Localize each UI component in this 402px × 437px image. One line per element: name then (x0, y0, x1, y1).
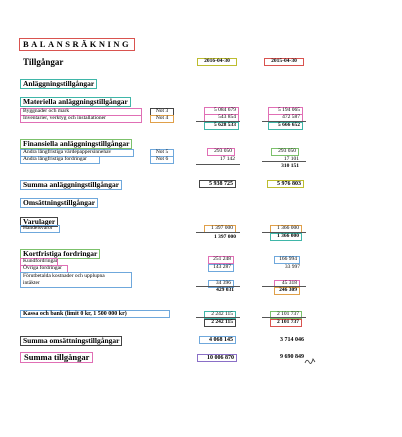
row-handelsvaror: Handelsvaror (20, 225, 60, 233)
section-kortfristiga: Kortfristiga fordringar (20, 249, 100, 259)
value-2015-kortfristiga-sum: 246 309 (274, 287, 300, 295)
value-2015-varulager-sum: 1 366 000 (270, 233, 302, 241)
summa-omsattningstillgangar: Summa omsättningstillgångar (20, 336, 122, 346)
value-2016-inventarier: 543 854 (204, 114, 239, 122)
value-2016-byggnader: 5 084 679 (204, 107, 239, 115)
value-2015-fordringar-lf: 17 101 (283, 156, 299, 162)
row-inventarier: Inventarier, verktyg och installationer (20, 115, 142, 123)
value-2016-fordringar-lf: 17 142 (219, 156, 235, 162)
value-2015-forutbetalda: 45 318 (274, 280, 300, 288)
value-2015-summa-tillgangar: 9 690 849 (280, 354, 304, 360)
section-finansiella: Finansiella anläggningstillgångar (20, 139, 132, 149)
value-2015-byggnader: 5 194 065 (268, 107, 303, 115)
value-2015-kundfordringar: 166 994 (274, 256, 300, 264)
value-2015-summa-omsattning: 3 714 046 (280, 337, 304, 343)
value-2016-handelsvaror: 1 397 000 (204, 225, 236, 233)
section-omsattningstillgangar: Omsättningstillgångar (20, 198, 98, 208)
value-2016-kundfordringar: 251 248 (208, 256, 234, 264)
value-2015-kassa: 2 101 737 (270, 311, 302, 319)
summa-anlaggningstillgangar: Summa anläggningstillgångar (20, 180, 122, 190)
note-6: Not 6 (150, 156, 174, 164)
section-materiella: Materiella anläggningstillgångar (20, 97, 131, 107)
value-2015-materiella-sum: 5 666 652 (268, 122, 303, 130)
value-2015-finansiella-sum: 310 151 (281, 163, 299, 169)
value-2015-inventarier: 472 587 (268, 114, 303, 122)
value-2016-summa-anlaggning: 5 938 725 (199, 180, 236, 188)
value-2015-handelsvaror: 1 366 000 (270, 225, 302, 233)
value-2016-ovriga: 143 287 (208, 264, 234, 272)
row-byggnader: Byggnader och mark (20, 108, 142, 116)
value-2015-vardepapper: 293 050 (271, 148, 299, 156)
handwritten-mark-icon (304, 352, 316, 370)
row-forutbetalda (20, 272, 132, 288)
row-ovriga: Övriga fordringar (20, 265, 68, 273)
section-varulager: Varulager (20, 217, 58, 227)
value-2016-varulager-sum: 1 397 000 (214, 234, 236, 240)
value-2015-summa-anlaggning: 5 976 803 (267, 180, 304, 188)
note-5: Not 5 (150, 149, 174, 157)
row-forutbetalda-line1: Förutbetalda kostnader och upplupna (23, 273, 105, 279)
date-2015: 2015-04-30 (264, 58, 304, 66)
value-2016-kortfristiga-sum: 429 031 (216, 287, 234, 293)
row-kassa-och-bank: Kassa och bank (limit 0 kr, 1 500 000 kr) (20, 310, 170, 318)
value-2015-kassa-sum: 2 101 737 (270, 319, 302, 327)
summa-tillgangar: Summa tillgångar (20, 352, 93, 363)
note-3: Not 3 (150, 108, 174, 116)
section-anlaggningstillgangar: Anläggningstillgångar (20, 79, 97, 89)
document-title: BALANSRÄKNING (19, 38, 135, 51)
row-kundfordringar: Kundfordringar (20, 258, 58, 266)
value-2016-summa-tillgangar: 10 006 870 (197, 354, 237, 362)
value-2016-kassa: 2 242 115 (204, 311, 236, 319)
value-2016-kassa-sum: 2 242 115 (204, 319, 236, 327)
value-2016-vardepapper: 293 050 (207, 148, 235, 156)
tillgangar-heading: Tillgångar (23, 57, 64, 67)
value-2015-ovriga: 33 997 (284, 264, 300, 270)
row-forutbetalda-line2: intäkter (23, 279, 40, 286)
date-2016: 2016-04-30 (197, 58, 237, 66)
value-2016-summa-omsattning: 4 068 145 (199, 336, 236, 344)
row-andra-fordringar: Andra långfristiga fordringar (20, 156, 100, 164)
note-4: Not 4 (150, 115, 174, 123)
row-andra-vardepapper: Andra långfristiga värdepappersinnehav (20, 149, 134, 157)
value-2016-forutbetalda: 34 396 (208, 280, 234, 288)
value-2016-materiella-sum: 5 628 533 (204, 122, 239, 130)
